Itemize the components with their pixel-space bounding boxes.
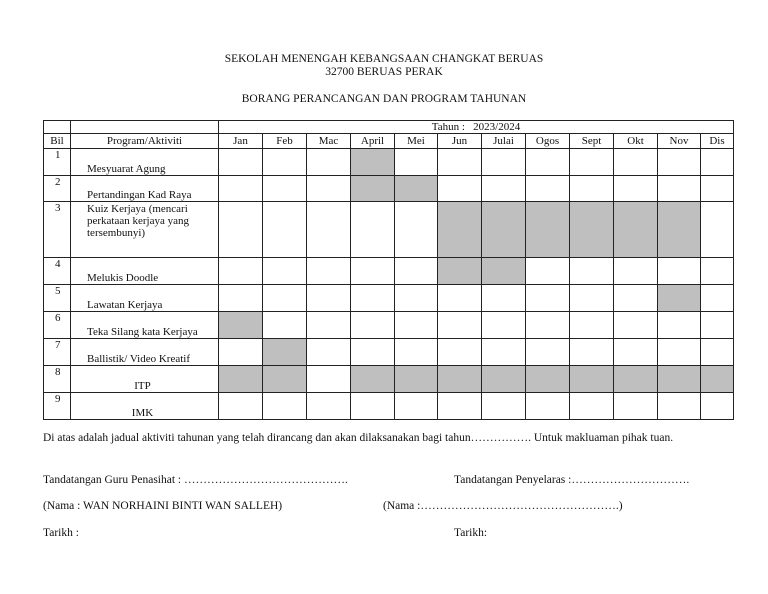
month-cell [351, 285, 395, 312]
month-cell [219, 258, 263, 285]
month-cell [701, 285, 734, 312]
row-number: 8 [44, 366, 71, 393]
month-header: April [351, 134, 395, 149]
month-cell [701, 202, 734, 258]
month-header: Jun [438, 134, 482, 149]
row-number: 4 [44, 258, 71, 285]
month-cell [614, 202, 658, 258]
month-cell [658, 339, 701, 366]
month-cell [219, 149, 263, 176]
month-cell [658, 366, 701, 393]
advisor-name: (Nama : WAN NORHAINI BINTI WAN SALLEH) [43, 500, 283, 512]
month-cell [526, 312, 570, 339]
month-header: Mei [395, 134, 438, 149]
month-cell [395, 258, 438, 285]
month-cell [307, 312, 351, 339]
table-row [44, 258, 734, 285]
program-name: Lawatan Kerjaya [71, 285, 219, 312]
month-cell [263, 149, 307, 176]
month-cell [351, 366, 395, 393]
month-cell [482, 258, 526, 285]
month-header: Dis [701, 134, 734, 149]
month-cell [351, 176, 395, 202]
row-number: 7 [44, 339, 71, 366]
month-cell [658, 258, 701, 285]
program-name: IMK [71, 393, 219, 420]
month-cell [482, 366, 526, 393]
month-cell [395, 366, 438, 393]
month-cell [395, 149, 438, 176]
program-name: Melukis Doodle [71, 258, 219, 285]
month-cell [438, 202, 482, 258]
month-header: Okt [614, 134, 658, 149]
month-cell [219, 312, 263, 339]
month-cell [307, 258, 351, 285]
month-cell [219, 339, 263, 366]
month-cell [701, 366, 734, 393]
month-cell [614, 312, 658, 339]
advisor-date: Tarikh : [43, 527, 79, 539]
month-cell [351, 393, 395, 420]
month-cell [482, 176, 526, 202]
month-cell [263, 285, 307, 312]
month-header: Nov [658, 134, 701, 149]
month-cell [307, 393, 351, 420]
month-cell [438, 149, 482, 176]
table-row [44, 312, 734, 339]
coordinator-date: Tarikh: [454, 527, 488, 539]
month-cell [570, 366, 614, 393]
month-cell [614, 176, 658, 202]
month-cell [570, 176, 614, 202]
month-cell [614, 258, 658, 285]
month-cell [570, 202, 614, 258]
statement-text: Di atas adalah jadual aktiviti tahunan yang telah dirancang dan akan dilaksanakan bagi tahun……………. Untuk makluaman pihak tuan. [43, 432, 674, 444]
month-cell [219, 176, 263, 202]
month-cell [614, 393, 658, 420]
month-cell [570, 258, 614, 285]
month-cell [526, 285, 570, 312]
month-cell [570, 339, 614, 366]
advisor-signature-line: Tandatangan Guru Penasihat : ……………………………………. [43, 474, 348, 486]
month-cell [614, 366, 658, 393]
month-cell [307, 339, 351, 366]
month-cell [614, 149, 658, 176]
month-cell [701, 176, 734, 202]
month-cell [395, 339, 438, 366]
row-number: 1 [44, 149, 71, 176]
month-cell [219, 366, 263, 393]
row-number: 2 [44, 176, 71, 202]
month-cell [307, 176, 351, 202]
month-cell [263, 202, 307, 258]
month-cell [307, 149, 351, 176]
month-cell [614, 339, 658, 366]
month-cell [438, 366, 482, 393]
month-cell [526, 149, 570, 176]
month-cell [438, 393, 482, 420]
header-bil-spacer [44, 121, 71, 134]
month-cell [701, 149, 734, 176]
month-cell [395, 285, 438, 312]
month-cell [570, 285, 614, 312]
month-cell [482, 339, 526, 366]
month-cell [351, 149, 395, 176]
month-cell [658, 312, 701, 339]
month-cell [307, 285, 351, 312]
program-name: ITP [71, 366, 219, 393]
month-cell [438, 258, 482, 285]
form-title: BORANG PERANCANGAN DAN PROGRAM TAHUNAN [241, 93, 527, 105]
year-label: Tahun : [431, 121, 465, 133]
table-row [44, 149, 734, 176]
month-cell [570, 149, 614, 176]
table-row [44, 393, 734, 420]
row-number: 6 [44, 312, 71, 339]
month-cell [570, 312, 614, 339]
month-cell [438, 339, 482, 366]
month-cell [395, 393, 438, 420]
table-row [44, 339, 734, 366]
month-cell [526, 258, 570, 285]
month-cell [263, 366, 307, 393]
month-cell [701, 339, 734, 366]
column-program: Program/Aktiviti [71, 134, 219, 149]
month-cell [701, 312, 734, 339]
month-cell [263, 393, 307, 420]
row-number: 3 [44, 202, 71, 258]
month-cell [614, 285, 658, 312]
program-name: Mesyuarat Agung [71, 149, 219, 176]
month-cell [351, 339, 395, 366]
year-header [219, 121, 734, 134]
month-cell [263, 176, 307, 202]
activity-plan-table [43, 120, 734, 420]
month-cell [482, 149, 526, 176]
month-cell [526, 339, 570, 366]
month-header: Ogos [526, 134, 570, 149]
program-name: Kuiz Kerjaya (mencari perkataan kerjaya yang tersembunyi) [71, 202, 219, 258]
month-cell [658, 285, 701, 312]
table-row [44, 202, 734, 258]
month-cell [701, 258, 734, 285]
row-number: 5 [44, 285, 71, 312]
month-cell [395, 176, 438, 202]
month-cell [438, 312, 482, 339]
month-cell [570, 393, 614, 420]
table-row [44, 176, 734, 202]
month-cell [307, 202, 351, 258]
month-cell [219, 202, 263, 258]
month-cell [351, 258, 395, 285]
year-value: 2023/2024 [473, 121, 521, 133]
month-cell [395, 312, 438, 339]
coordinator-signature-line: Tandatangan Penyelaras :…………………………. [454, 474, 690, 486]
month-cell [263, 312, 307, 339]
coordinator-name: (Nama :…………………………………………….) [383, 500, 623, 512]
month-cell [438, 176, 482, 202]
month-cell [526, 176, 570, 202]
month-cell [219, 285, 263, 312]
month-cell [482, 285, 526, 312]
month-cell [658, 149, 701, 176]
month-cell [219, 393, 263, 420]
month-cell [526, 393, 570, 420]
table-row [44, 285, 734, 312]
month-cell [395, 202, 438, 258]
row-number: 9 [44, 393, 71, 420]
header-program-spacer [71, 121, 219, 134]
month-header: Julai [482, 134, 526, 149]
month-cell [658, 176, 701, 202]
month-header: Feb [263, 134, 307, 149]
column-bil: Bil [44, 134, 71, 149]
month-cell [658, 202, 701, 258]
month-cell [351, 312, 395, 339]
month-cell [263, 339, 307, 366]
month-header: Sept [570, 134, 614, 149]
month-cell [482, 312, 526, 339]
month-header: Mac [307, 134, 351, 149]
school-name: SEKOLAH MENENGAH KEBANGSAAN CHANGKAT BERUAS [224, 53, 544, 65]
table-row [44, 366, 734, 393]
month-cell [526, 202, 570, 258]
month-cell [438, 285, 482, 312]
month-cell [351, 202, 395, 258]
month-cell [701, 393, 734, 420]
month-cell [482, 202, 526, 258]
school-address: 32700 BERUAS PERAK [325, 66, 443, 78]
program-name: Ballistik/ Video Kreatif [71, 339, 219, 366]
month-cell [482, 393, 526, 420]
month-header: Jan [219, 134, 263, 149]
program-name: Pertandingan Kad Raya [71, 176, 219, 202]
month-cell [658, 393, 701, 420]
month-cell [526, 366, 570, 393]
month-cell [263, 258, 307, 285]
program-name: Teka Silang kata Kerjaya [71, 312, 219, 339]
month-cell [307, 366, 351, 393]
